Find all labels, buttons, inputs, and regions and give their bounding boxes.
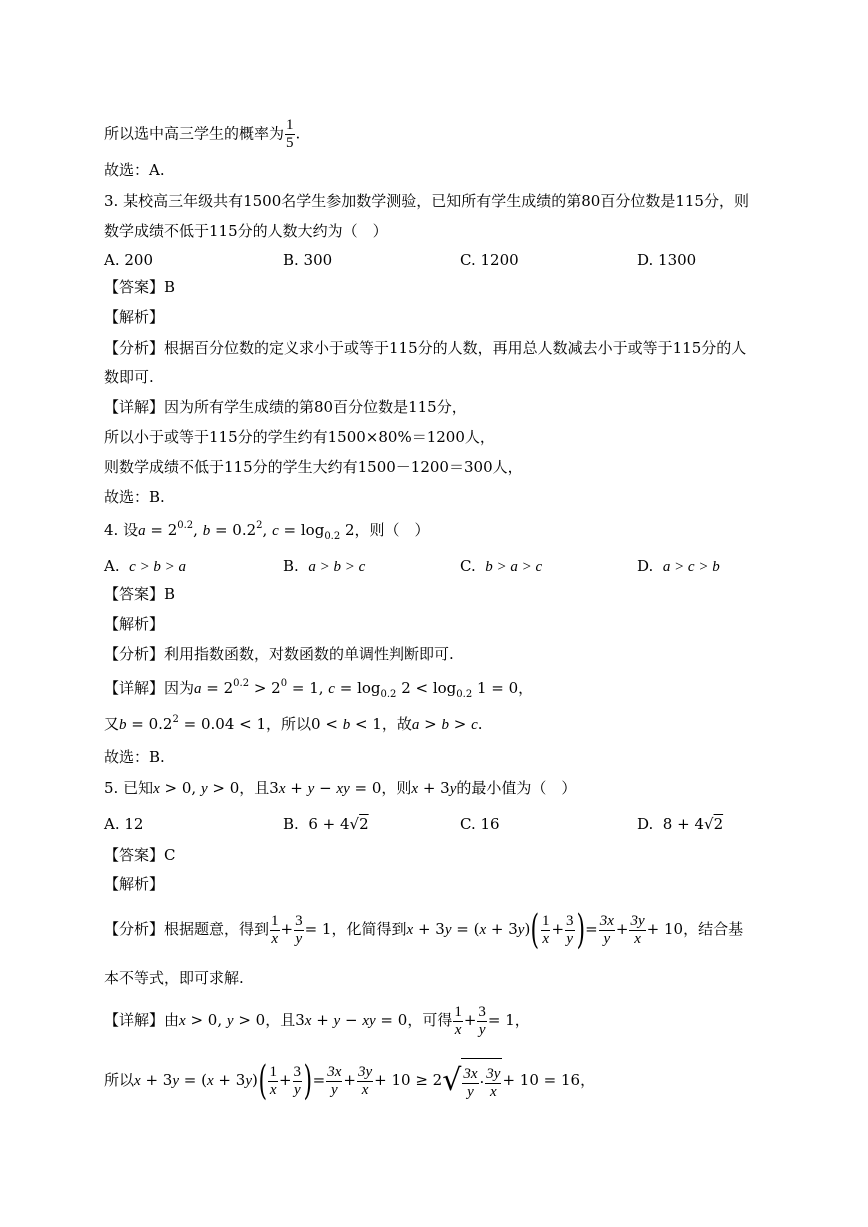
- q3-stem-line2: 数学成绩不低于115分的人数大约为（ ）: [104, 222, 388, 240]
- q4-fenxi: 【分析】利用指数函数，对数函数的单调性判断即可.: [104, 645, 454, 663]
- q5-analysis-title: 【解析】: [104, 875, 165, 893]
- q3-stem-line1: 3. 某校高三年级共有1500名学生参加数学测验，已知所有学生成绩的第80百分位数是115分，则: [104, 192, 749, 210]
- q4-analysis-title: 【解析】: [104, 615, 165, 633]
- q5-fenxi-line1: 【分析】根据题意，得到 $\frac{1}{x}$ + $\frac{3}{y}$ = 1，化简得到x + 3y = (x + 3y)( $\frac{1}{x}$ + $\frac{3}{y}$ )= $\frac{3x}{y}$ + $\frac{3y}{x}$ + 10，结合基: [104, 907, 744, 953]
- q5-detail-line2: 所以x + 3y = (x + 3y)( $\frac{1}{x}$ + $\frac{3}{y}$ )= $\frac{3x}{y}$ + $\frac{3y}{x}$ + 10 ≥ 2√ $\frac{3x}{y}$ · $\frac{3y}{x}$ + 10 = 16，: [104, 1058, 596, 1104]
- choose-a-line: 故选：A.: [104, 161, 165, 179]
- q4-option-d: D. a > c > b: [637, 557, 720, 575]
- q3-detail-line1: 【详解】因为所有学生成绩的第80百分位数是115分，: [104, 398, 467, 416]
- q4-detail-line1: 【详解】因为$a = 2^{0.2} > 2^0 = 1$, $c = \log_{0.2} 2 < \log_{0.2} 1 = 0$，: [104, 678, 534, 700]
- prob-fraction: $\frac{1}{5}$: [286, 117, 294, 151]
- q4-choose: 故选：B.: [104, 748, 165, 766]
- q5-fenxi-line2: 本不等式，即可求解.: [104, 969, 244, 987]
- q3-fenxi-line2: 数即可.: [104, 368, 154, 386]
- q4-option-a: A. c > b > a: [104, 557, 187, 575]
- q3-option-b: B. 300: [283, 251, 333, 269]
- q5-option-a: A. 12: [104, 815, 144, 833]
- prob-conclusion-line: 所以选中高三学生的概率为 $\frac{1}{5}$ .: [104, 117, 301, 151]
- q4-option-c: C. b > a > c: [460, 557, 543, 575]
- prob-conclusion-text: 所以选中高三学生的概率为: [104, 124, 285, 143]
- q3-option-d: D. 1300: [637, 251, 697, 269]
- q5-stem: 5. 已知x > 0, y > 0，且3x + y − xy = 0，则x + 3y的最小值为（ ）: [104, 779, 577, 797]
- q5-option-c: C. 16: [460, 815, 500, 833]
- q3-option-a: A. 200: [104, 251, 153, 269]
- q3-detail-line3: 则数学成绩不低于115分的学生大约有1500－1200＝300人，: [104, 458, 523, 476]
- q3-choose: 故选：B.: [104, 488, 165, 506]
- q4-detail-line2: 又$b = 0.2^2 = 0.04 < 1$，所以0 < b < 1，故a > b > c.: [104, 714, 483, 733]
- q5-detail-line1: 【详解】由x > 0, y > 0，且3x + y − xy = 0，可得 $\frac{1}{x}$ + $\frac{3}{y}$ = 1，: [104, 1003, 530, 1038]
- q3-detail-line2: 所以小于或等于115分的学生约有1500×80%＝1200人，: [104, 428, 495, 446]
- q3-answer: 【答案】B: [104, 278, 176, 296]
- q4-stem: 4. 设$a = 2^{0.2}$, $b = 0.2^2$, $c = \log_{0.2} 2$，则（ ）: [104, 520, 430, 542]
- q3-fenxi-line1: 【分析】根据百分位数的定义求小于或等于115分的人数，再用总人数减去小于或等于115分的人: [104, 339, 747, 357]
- q4-answer: 【答案】B: [104, 585, 176, 603]
- q5-option-d: D. 8 + 4√2: [637, 815, 724, 833]
- q4-option-b: B. a > b > c: [283, 557, 366, 575]
- q3-analysis-title: 【解析】: [104, 308, 165, 326]
- q5-option-b: B. 6 + 4√2: [283, 815, 369, 833]
- q3-option-c: C. 1200: [460, 251, 519, 269]
- q5-answer: 【答案】C: [104, 846, 176, 864]
